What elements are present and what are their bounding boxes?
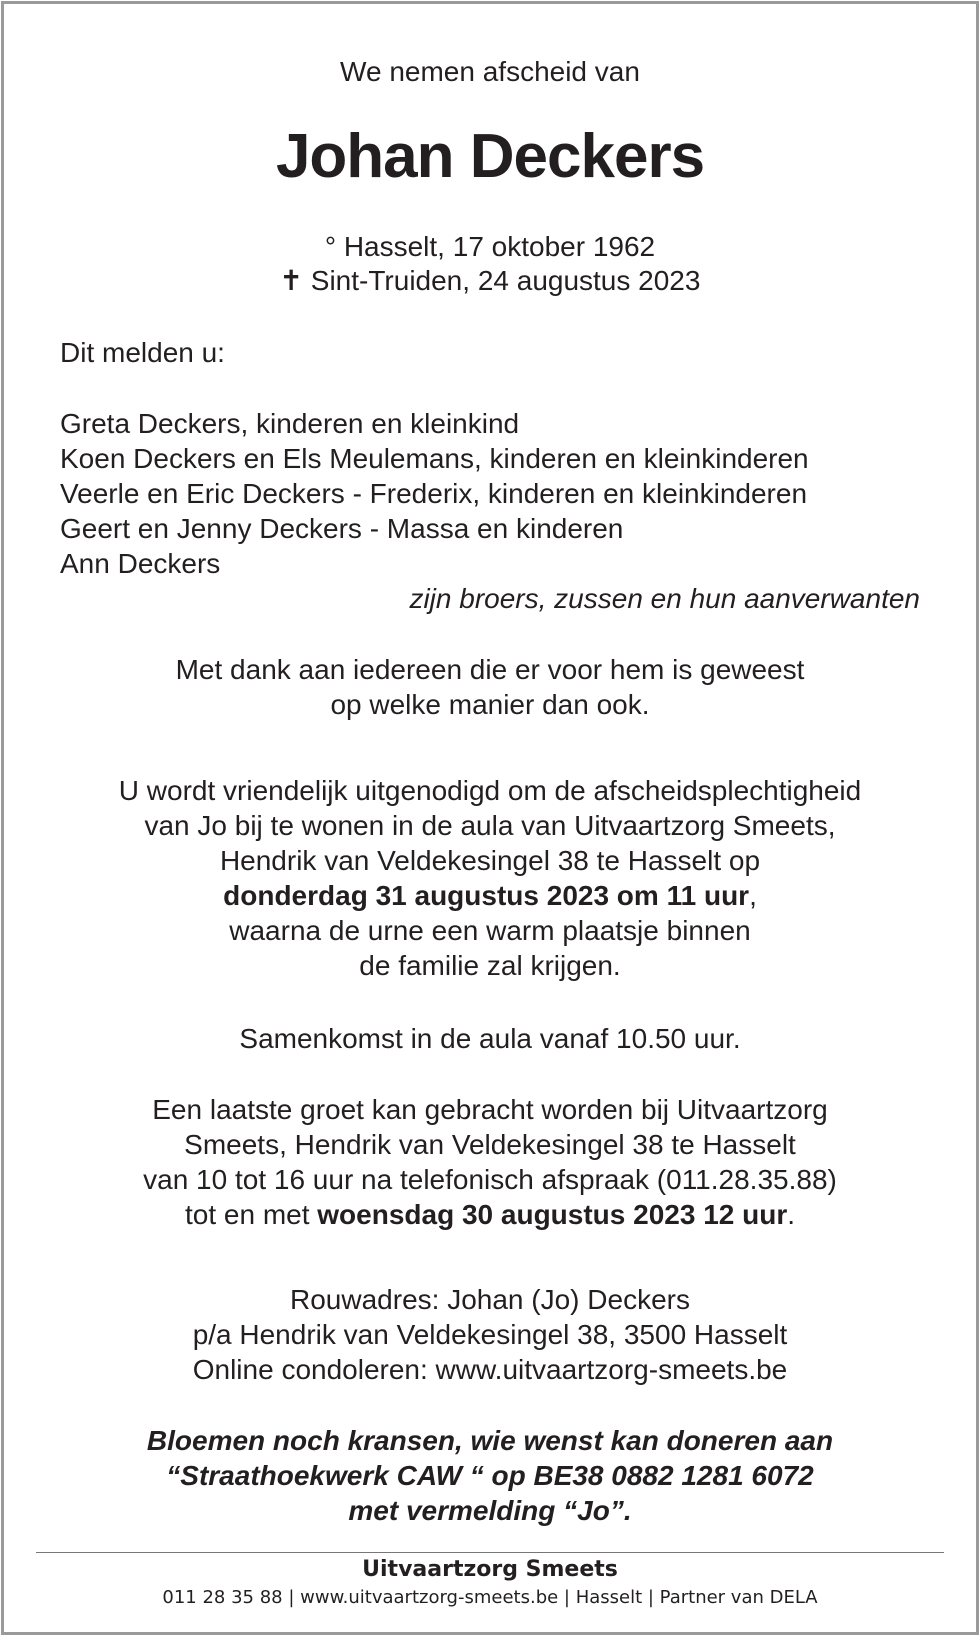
donation-line: Bloemen noch kransen, wie wenst kan doneren aan	[146, 1425, 834, 1456]
deceased-name: Johan Deckers	[275, 122, 705, 191]
death-line: ✝ Sint-Truiden, 24 augustus 2023	[279, 265, 701, 296]
address-line: Rouwadres: Johan (Jo) Deckers	[290, 1284, 690, 1315]
family-member: Greta Deckers, kinderen en kleinkind	[60, 408, 520, 439]
birth-line: ° Hasselt, 17 oktober 1962	[324, 231, 656, 262]
invitation-line: de familie zal krijgen.	[359, 950, 621, 981]
invitation-line: waarna de urne een warm plaatsje binnen	[229, 915, 751, 946]
thanks-line: op welke manier dan ook.	[330, 689, 650, 720]
family-member: Veerle en Eric Deckers - Frederix, kinderen en kleinkinderen	[60, 478, 808, 509]
address-line: p/a Hendrik van Veldekesingel 38, 3500 Hasselt	[192, 1319, 788, 1350]
family-member: Geert en Jenny Deckers - Massa en kinderen	[60, 513, 624, 544]
visit-line: Smeets, Hendrik van Veldekesingel 38 te Hasselt	[184, 1129, 796, 1160]
ceremony-date: donderdag 31 augustus 2023 om 11 uur	[223, 880, 750, 911]
footer-divider	[36, 1552, 944, 1553]
visit-until-date: woensdag 30 augustus 2023 12 uur	[317, 1199, 788, 1230]
visit-line: Een laatste groet kan gebracht worden bij Uitvaartzorg	[152, 1094, 828, 1125]
donation-line: “Straathoekwerk CAW “ op BE38 0882 1281 6072	[166, 1460, 814, 1491]
announce-text: Dit melden u:	[60, 337, 225, 368]
gathering-text: Samenkomst in de aula vanaf 10.50 uur.	[239, 1023, 741, 1054]
family-member: Ann Deckers	[60, 548, 221, 579]
invitation-line: Hendrik van Veldekesingel 38 te Hasselt op	[219, 845, 761, 876]
thanks-line: Met dank aan iedereen die er voor hem is geweest	[175, 654, 805, 685]
visit-until-line: tot en met woensdag 30 augustus 2023 12 uur.	[184, 1199, 796, 1230]
funeral-company-name: Uitvaartzorg Smeets	[362, 1557, 618, 1582]
visit-line: van 10 tot 16 uur na telefonisch afspraak (011.28.35.88)	[143, 1164, 837, 1195]
intro-text: We nemen afscheid van	[340, 56, 640, 87]
funeral-company-info: 011 28 35 88 | www.uitvaartzorg-smeets.be | Hasselt | Partner van DELA	[162, 1587, 818, 1608]
relatives-text: zijn broers, zussen en hun aanverwanten	[409, 583, 920, 614]
invitation-line: U wordt vriendelijk uitgenodigd om de afscheidsplechtigheid	[118, 775, 862, 806]
family-member: Koen Deckers en Els Meulemans, kinderen en kleinkinderen	[60, 443, 809, 474]
ceremony-date-line: donderdag 31 augustus 2023 om 11 uur,	[223, 880, 757, 911]
condolence-line: Online condoleren: www.uitvaartzorg-smeets.be	[192, 1354, 788, 1385]
invitation-line: van Jo bij te wonen in de aula van Uitvaartzorg Smeets,	[144, 810, 836, 841]
donation-line: met vermelding “Jo”.	[348, 1495, 632, 1526]
